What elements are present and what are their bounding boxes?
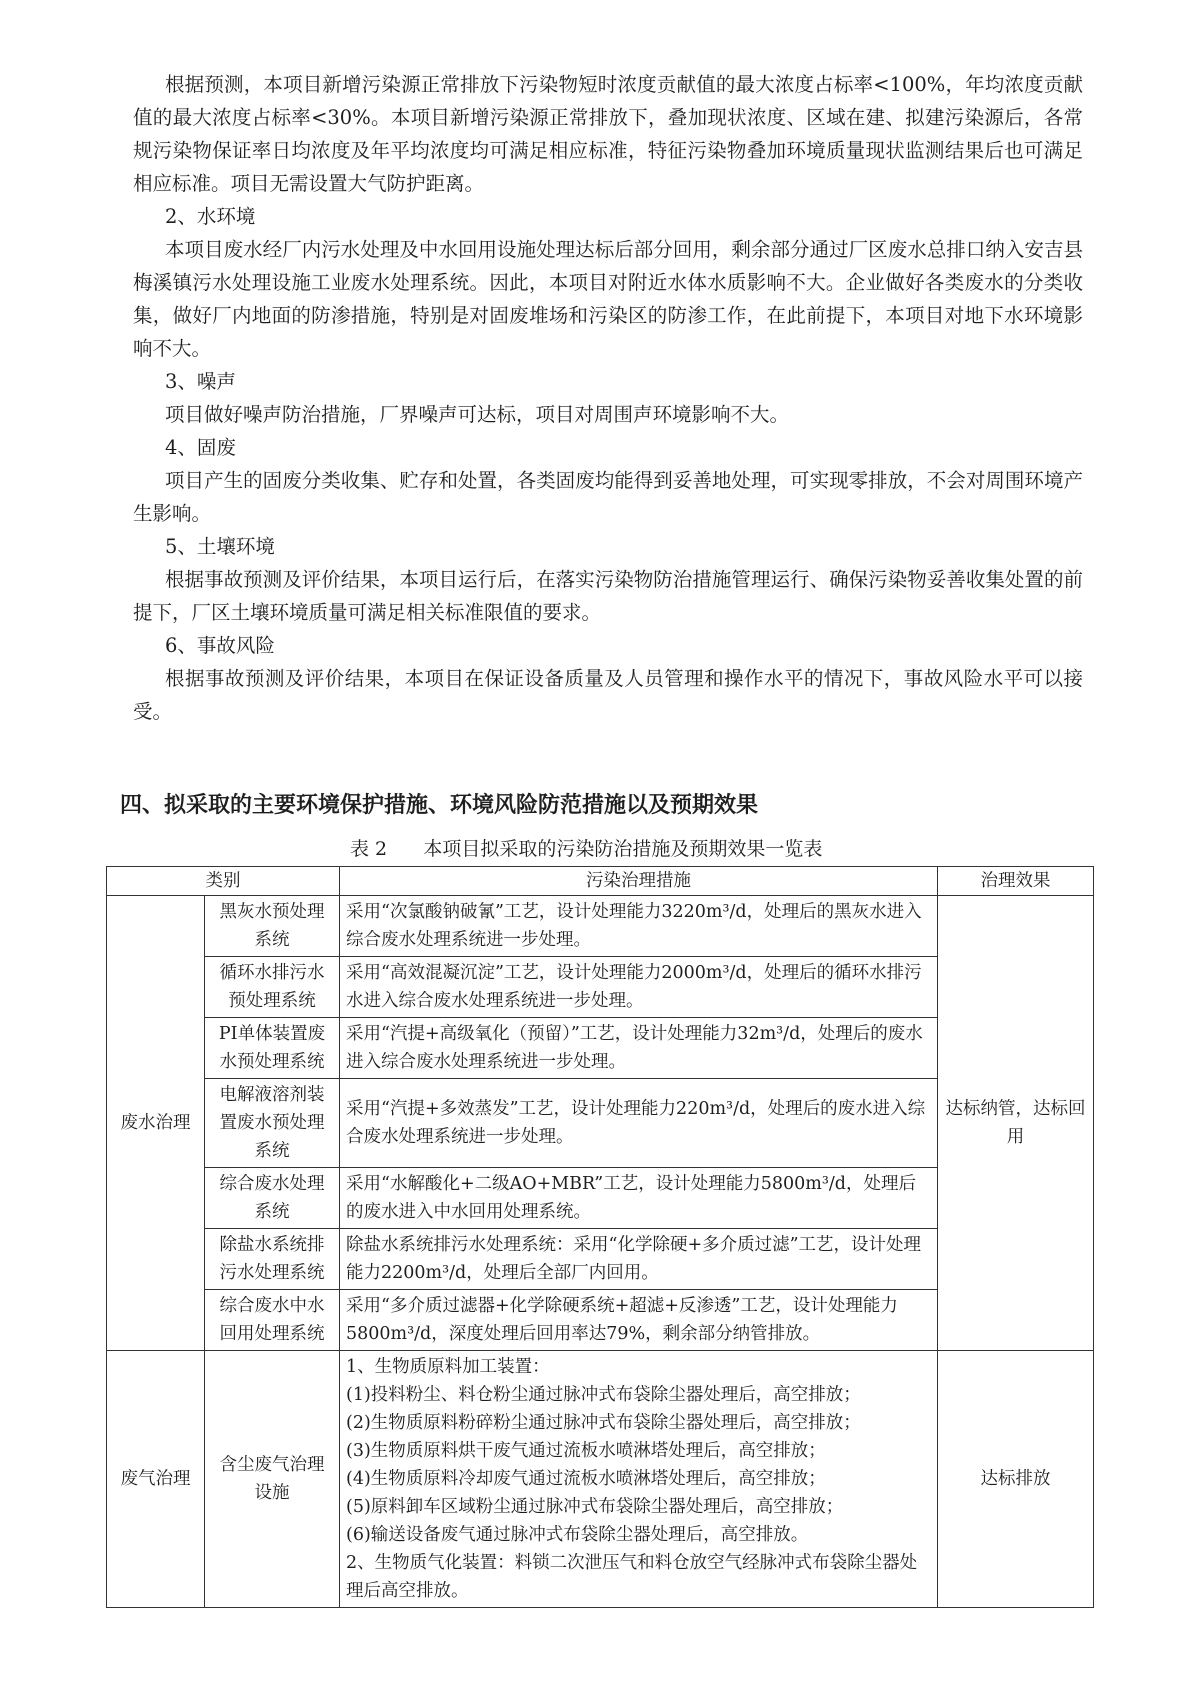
table-row <box>107 1351 1094 1608</box>
table-row <box>107 896 1094 957</box>
system-name: 综合废水中水回用处理系统 <box>205 1290 340 1351</box>
header-effect: 治理效果 <box>938 867 1094 896</box>
paragraph-soil-environment: 根据事故预测及评价结果，本项目运行后，在落实污染物防治措施管理运行、确保污染物妥善收集处置的前提下，厂区土壤环境质量可满足相关标准限值的要求。 <box>133 568 1083 624</box>
measure-text: 采用“汽提+高级氧化（预留）”工艺，设计处理能力32m³/d，处理后的废水进入综合废水处理系统进一步处理。 <box>340 1018 938 1079</box>
effect-exhaust: 达标排放 <box>938 1351 1094 1608</box>
measure-text: 除盐水系统排污水处理系统：采用“化学除硬+多介质过滤”工艺，设计处理能力2200m³/d，处理后全部厂内回用。 <box>340 1229 938 1290</box>
measure-text: 采用“次氯酸钠破氰”工艺，设计处理能力3220m³/d，处理后的黑灰水进入综合废水处理系统进一步处理。 <box>340 896 938 957</box>
measure-text: 采用“水解酸化+二级AO+MBR”工艺，设计处理能力5800m³/d，处理后的废水进入中水回用处理系统。 <box>340 1168 938 1229</box>
category-exhaust: 废气治理 <box>107 1351 205 1608</box>
paragraph-solid-waste: 项目产生的固废分类收集、贮存和处置，各类固废均能得到妥善地处理，可实现零排放，不会对周围环境产生影响。 <box>133 469 1083 525</box>
system-name: PI单体装置废水预处理系统 <box>205 1018 340 1079</box>
measure-line: 1、生物质原料加工装置： <box>346 1357 550 1377</box>
measure-text: 采用“汽提+多效蒸发”工艺，设计处理能力220m³/d，处理后的废水进入综合废水处理系统进一步处理。 <box>340 1079 938 1168</box>
section-title: 四、拟采取的主要环境保护措施、环境风险防范措施以及预期效果 <box>120 793 759 818</box>
heading-noise: 3、噪声 <box>165 370 236 393</box>
effect-wastewater: 达标纳管，达标回用 <box>938 896 1094 1351</box>
exhaust-measures <box>340 1351 938 1608</box>
measure-line: (5)原料卸车区域粉尘通过脉冲式布袋除尘器处理后，高空排放； <box>346 1497 844 1517</box>
measure-line: (2)生物质原料粉碎粉尘通过脉冲式布袋除尘器处理后，高空排放； <box>346 1413 861 1433</box>
paragraph-accident-risk: 根据事故预测及评价结果，本项目在保证设备质量及人员管理和操作水平的情况下，事故风险水平可以接受。 <box>133 667 1083 723</box>
header-measures: 污染治理措施 <box>340 867 938 896</box>
category-wastewater: 废水治理 <box>107 896 205 1351</box>
system-name: 综合废水处理系统 <box>205 1168 340 1229</box>
paragraph-noise: 项目做好噪声防治措施，厂界噪声可达标，项目对周围声环境影响不大。 <box>165 403 790 426</box>
intro-paragraph: 根据预测，本项目新增污染源正常排放下污染物短时浓度贡献值的最大浓度占标率<100%，年均浓度贡献值的最大浓度占标率<30%。本项目新增污染源正常排放下，叠加现状浓度、区域在建、拟建污染源后，各常规污染物保证率日均浓度及年平均浓度均可满足相应标准，特征污染物叠加环境质量现状监测结果后也可满足相应标准。项目无需设置大气防护距离。 <box>133 73 1083 195</box>
measure-line: 2、生物质气化装置：料锁二次泄压气和料仓放空气经脉冲式布袋除尘器处理后高空排放。 <box>346 1553 918 1601</box>
measure-line: (3)生物质原料烘干废气通过流板水喷淋塔处理后，高空排放； <box>346 1441 826 1461</box>
system-name: 除盐水系统排污水处理系统 <box>205 1229 340 1290</box>
paragraph-water-environment: 本项目废水经厂内污水处理及中水回用设施处理达标后部分回用，剩余部分通过厂区废水总排口纳入安吉县梅溪镇污水处理设施工业废水处理系统。因此，本项目对附近水体水质影响不大。企业做好各类废水的分类收集，做好厂内地面的防渗措施，特别是对固废堆场和污染区的防渗工作，在此前提下，本项目对地下水环境影响不大。 <box>133 238 1083 360</box>
measure-line: (6)输送设备废气通过脉冲式布袋除尘器处理后，高空排放。 <box>346 1525 809 1545</box>
system-name: 循环水排污水预处理系统 <box>205 957 340 1018</box>
measures-table <box>106 866 1094 1608</box>
measure-text: 采用“多介质过滤器+化学除硬系统+超滤+反渗透”工艺，设计处理能力5800m³/d，深度处理后回用率达79%，剩余部分纳管排放。 <box>340 1290 938 1351</box>
system-name: 含尘废气治理设施 <box>205 1351 340 1608</box>
system-name: 电解液溶剂装置废水预处理系统 <box>205 1079 340 1168</box>
heading-water-environment: 2、水环境 <box>165 205 256 228</box>
table-caption: 表 2 本项目拟采取的污染防治措施及预期效果一览表 <box>350 838 823 860</box>
table-header-row <box>107 867 1094 896</box>
measure-line: (4)生物质原料冷却废气通过流板水喷淋塔处理后，高空排放； <box>346 1469 826 1489</box>
measure-line: (1)投料粉尘、料仓粉尘通过脉冲式布袋除尘器处理后，高空排放； <box>346 1385 861 1405</box>
system-name: 黑灰水预处理系统 <box>205 896 340 957</box>
heading-solid-waste: 4、固废 <box>165 436 236 459</box>
header-category: 类别 <box>107 867 340 896</box>
heading-soil-environment: 5、土壤环境 <box>165 535 275 558</box>
measure-text: 采用“高效混凝沉淀”工艺，设计处理能力2000m³/d，处理后的循环水排污水进入综合废水处理系统进一步处理。 <box>340 957 938 1018</box>
heading-accident-risk: 6、事故风险 <box>165 634 275 657</box>
